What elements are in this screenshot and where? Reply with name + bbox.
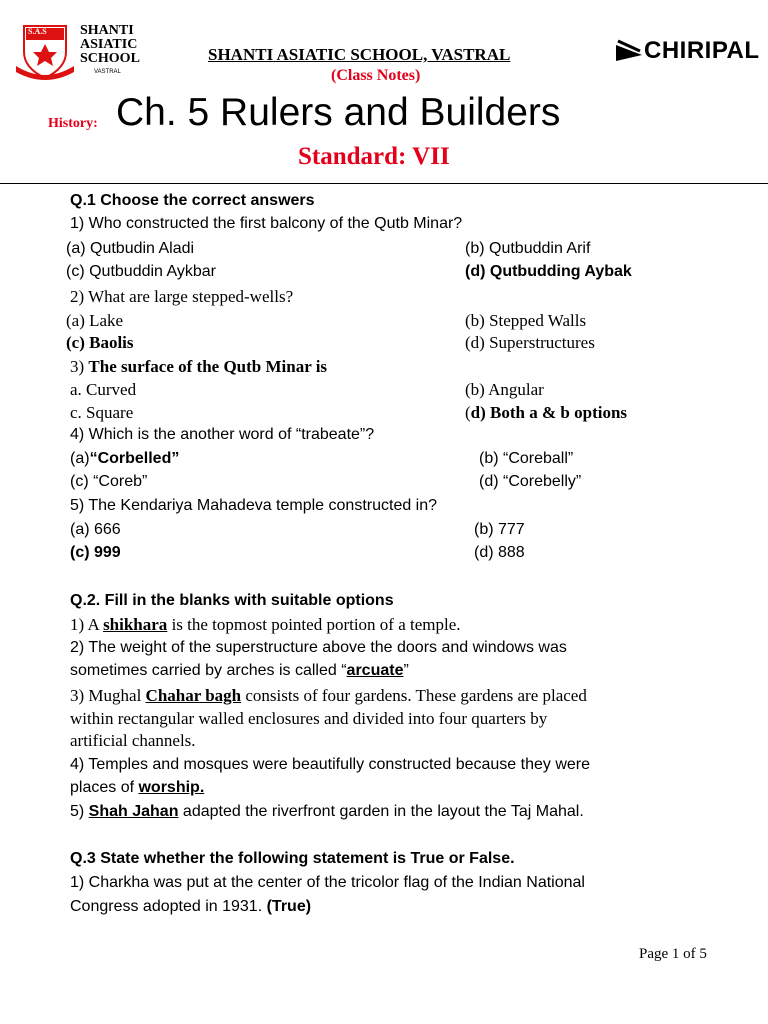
q2-item4-line1: 4) Temples and mosques were beautifully constructed because they were (70, 756, 590, 773)
q1-item2-option-a: (a) Lake (66, 311, 124, 330)
q2-item5 (70, 803, 584, 821)
q3-item1-line2 (70, 898, 311, 916)
subject-label: History: (48, 116, 98, 131)
q2-item4-pre: places of (70, 779, 139, 796)
q1-item5-option-c-answer: (c) 999 (70, 544, 121, 561)
school-logo (14, 22, 146, 82)
q2-item2-pre: sometimes carried by arches is called “ (70, 662, 347, 679)
q1-item1-option-d-answer: (d) Qutbudding Aybak (465, 263, 632, 280)
paren-close: ) (415, 67, 421, 84)
q2-item3-line3: artificial channels. (70, 731, 196, 750)
q1-item4-option-c: (c) “Coreb” (70, 473, 148, 490)
q1-item3-number: 3) (70, 357, 89, 376)
school-name: SHANTI ASIATIC SCHOOL, VASTRAL (208, 45, 511, 64)
q1-item4-option-b: (b) “Coreball” (479, 450, 574, 467)
logo-sas: S.A.S (28, 27, 47, 36)
chiripal-emblem-icon (614, 39, 644, 65)
q2-item4-answer: worship. (138, 779, 205, 796)
header-divider (0, 183, 768, 184)
q1-item5-option-d: (d) 888 (474, 544, 525, 561)
q1-item2-option-c-answer: (c) Baolis (66, 333, 134, 352)
q2-item5-pre: 5) (70, 803, 89, 820)
q1-item1-question: 1) Who constructed the first balcony of the Qutb Minar? (70, 215, 463, 232)
q1-item3-option-c: c. Square (70, 403, 134, 422)
q2-heading: Q.2. Fill in the blanks with suitable options (70, 592, 394, 609)
q2-item2-post: ” (403, 662, 409, 679)
q1-item3-option-d-paren: ( (465, 403, 471, 422)
q1-item2-option-b: (b) Stepped Walls (465, 311, 587, 330)
q1-heading: Q.1 Choose the correct answers (70, 192, 315, 209)
sponsor-logo-text: CHIRIPAL (644, 37, 760, 64)
q1-item3-question-text: The surface of the Qutb Minar is (88, 357, 328, 376)
q1-item4-option-a-prefix: (a) (70, 450, 90, 467)
chapter-title: Ch. 5 Rulers and Builders (116, 91, 561, 134)
q2-item5-post: adapted the riverfront garden in the layout the Taj Mahal. (178, 803, 584, 820)
q2-item1 (70, 615, 461, 635)
standard-label: Standard: VII (298, 143, 450, 170)
q1-item3-question (70, 357, 327, 377)
q1-item4-option-a (70, 450, 179, 468)
q2-item4-line2 (70, 779, 204, 797)
q1-item4-option-d: (d) “Corebelly” (479, 473, 582, 490)
q3-item1-answer: (True) (266, 898, 312, 915)
q1-item2-question: 2) What are large stepped-wells? (70, 287, 294, 306)
q2-item2-line1: 2) The weight of the superstructure above the doors and windows was (70, 639, 567, 656)
q3-item1-text: Congress adopted in 1931. (70, 898, 267, 915)
q1-item3-option-d (465, 403, 627, 423)
q1-item3-option-b: (b) Angular (465, 380, 544, 399)
class-notes (331, 67, 420, 85)
q2-item3-line2: within rectangular walled enclosures and divided into four quarters by (70, 709, 548, 728)
q2-item3-pre: 3) Mughal (70, 686, 146, 705)
q2-item3-answer: Chahar bagh (145, 686, 242, 705)
q2-item1-post: is the topmost pointed portion of a temple. (167, 615, 461, 634)
q2-item2-answer: arcuate (346, 662, 404, 679)
q2-item3-post: consists of four gardens. These gardens are placed (241, 686, 587, 705)
q2-item5-answer: Shah Jahan (88, 803, 179, 820)
logo-shanti: SHANTI (80, 23, 134, 38)
logo-school: SCHOOL (80, 51, 140, 66)
q1-item5-question: 5) The Kendariya Mahadeva temple constructed in? (70, 497, 438, 514)
q1-item2-option-d: (d) Superstructures (465, 333, 595, 352)
q2-item1-answer: shikhara (103, 615, 168, 634)
q1-item4-option-a-answer: “Corbelled” (89, 450, 180, 467)
q2-item1-pre: 1) A (70, 615, 104, 634)
q1-item3-option-d-answer: d) Both a & b options (470, 403, 628, 422)
q1-item1-option-a: (a) Qutbudin Aladi (66, 240, 195, 257)
logo-vastral: VASTRAL (94, 69, 121, 75)
q1-item5-option-b: (b) 777 (474, 521, 525, 538)
class-notes-label: Class Notes (336, 67, 415, 84)
page-number: Page 1 of 5 (639, 946, 707, 962)
paren-open: ( (331, 67, 337, 84)
q3-item1-line1: 1) Charkha was put at the center of the tricolor flag of the Indian National (70, 874, 585, 891)
q2-item3-line1 (70, 686, 587, 706)
q1-item5-option-a: (a) 666 (70, 521, 121, 538)
q1-item3-option-a: a. Curved (70, 380, 137, 399)
q2-item2-line2 (70, 662, 409, 680)
sponsor-logo (614, 37, 760, 66)
q1-item1-option-c: (c) Qutbuddin Aykbar (66, 263, 217, 280)
q1-item1-option-b: (b) Qutbuddin Arif (465, 240, 591, 257)
q3-heading: Q.3 State whether the following statement is True or False. (70, 850, 515, 867)
q1-item4-question: 4) Which is the another word of “trabeate”? (70, 426, 375, 443)
logo-asiatic: ASIATIC (80, 37, 138, 52)
